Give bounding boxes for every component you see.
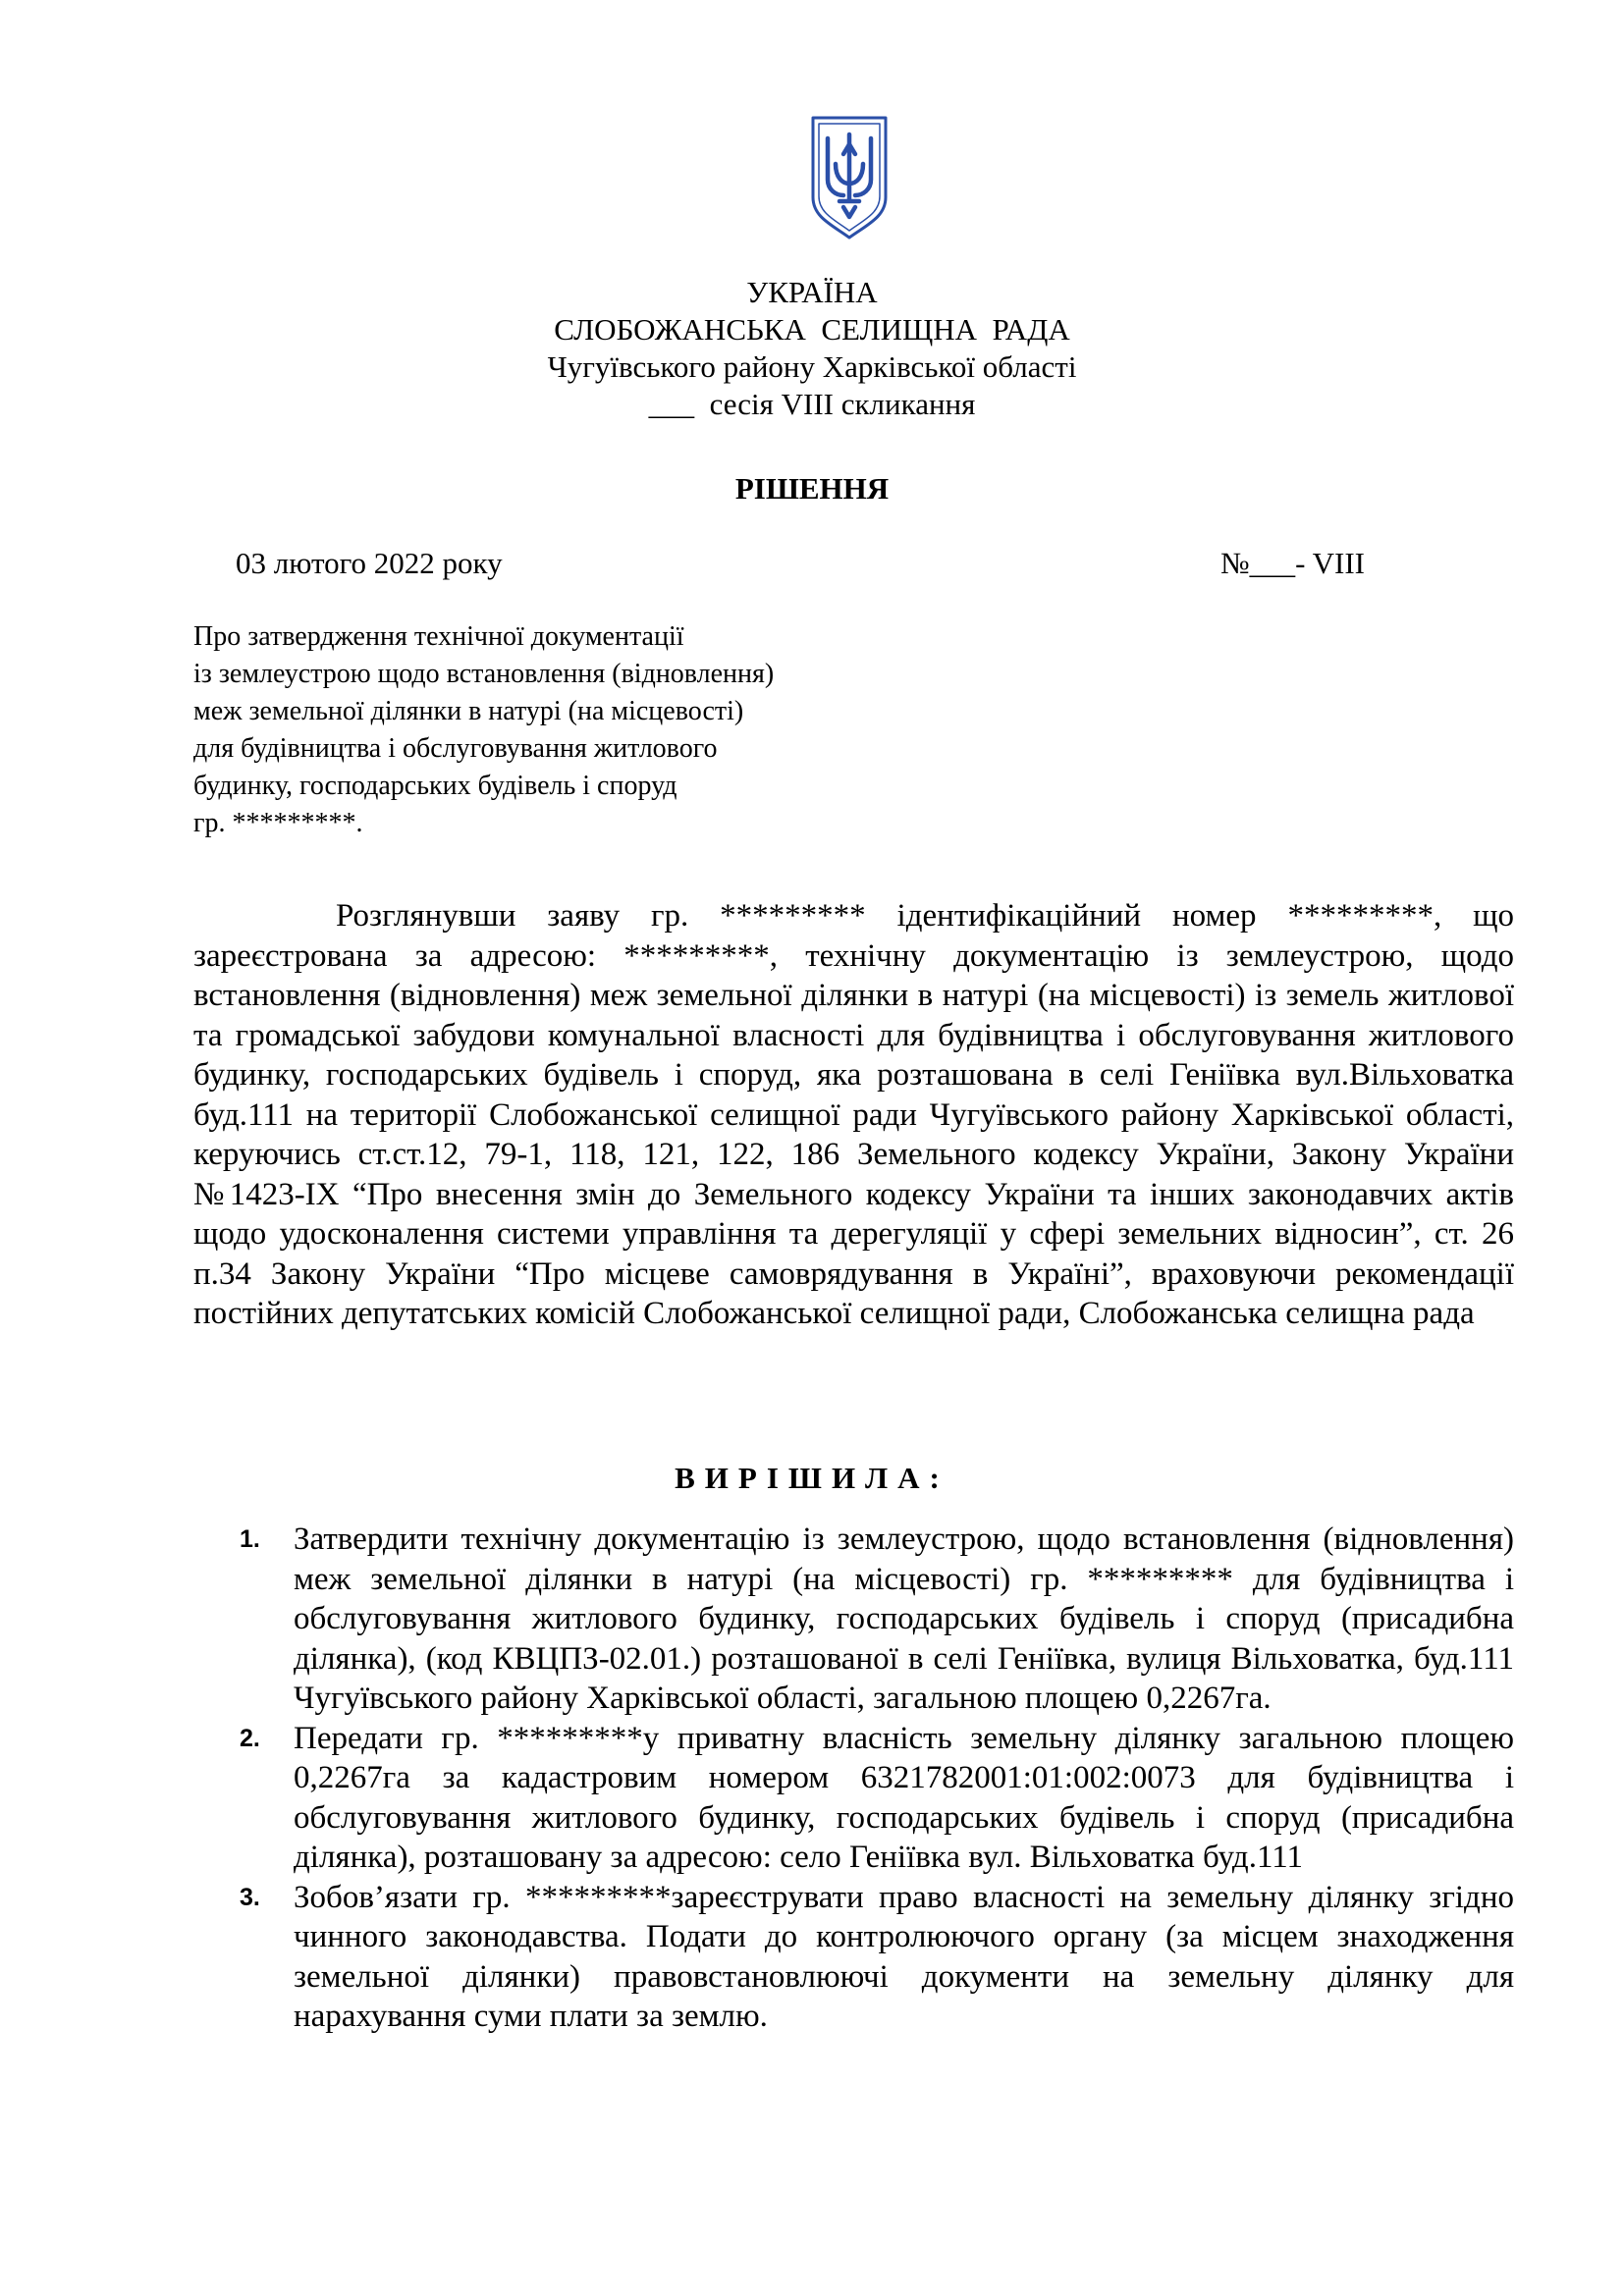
preamble-paragraph: Розглянувши заяву гр. ********* ідентифікаційний номер *********, що зареєстрована за адресою: *********, технічну документацію із землеустрою, щодо встановлення (відновлення) меж земельної ділянки в натурі (на місцевості) із земель житлової та громадської забудови комунальної власності для будівництва і обслуговування житлового будинку, господарських будівель і споруд, яка розташована в селі Геніївка вул.Вільховатка буд.111 на території Слобожанської селищної ради Чугуївського району Харківської області, керуючись ст.ст.12, 79-1, 118, 121, 122, 186 Земельного кодексу України, Закону України №1423-IX “Про внесення змін до Земельного кодексу України та інших законодавчих актів щодо удосконалення системи управління та дерегуляції у сфері земельних відносин”, ст. 26 п.34 Закону України “Про місцеве самоврядування в Україні”, враховуючи рекомендації постійних депутатських комісій Слобожанської селищної ради, Слобожанська селищна рада xyxy=(193,898,1514,1331)
subject-line: меж земельної ділянки в натурі (на місцевості) xyxy=(193,696,744,726)
session-line: ___ сесія VIII скликання xyxy=(648,387,976,421)
decision-items-list xyxy=(240,1520,1514,2037)
decision-item xyxy=(240,1878,1514,2037)
district-name: Чугуївського району Харківської області xyxy=(547,349,1077,384)
trident-coat-of-arms-icon xyxy=(810,115,889,240)
subject-line: гр. *********. xyxy=(193,808,363,838)
decision-item xyxy=(240,1520,1514,1719)
item-number: 1. xyxy=(240,1525,260,1553)
subject-line: із землеустрою щодо встановлення (відновлення) xyxy=(193,659,775,689)
decision-item xyxy=(240,1719,1514,1878)
country-name: УКРАЇНА xyxy=(746,275,878,309)
document-header xyxy=(0,273,1624,424)
item-text: Зобов’язати гр. *********зареєструвати право власності на земельну ділянку згідно чинного законодавства. Подати до контролюючого органу (за місцем знаходження земельної ділянки) правовстановлюючі документи на земельну ділянку для нарахування суми плати за землю. xyxy=(294,1879,1514,2034)
item-text: Передати гр. *********у приватну власність земельну ділянку загальною площею 0,2267га за кадастровим номером 6321782001:01:002:0073 для будівництва і обслуговування житлового будинку, господарських будівель і споруд (присадибна ділянка), розташовану за адресою: село Геніївка вул. Вільховатка буд.111 xyxy=(294,1720,1514,1875)
subject-line: для будівництва і обслуговування житлового xyxy=(193,733,718,764)
subject-line: Про затвердження технічної документації xyxy=(193,621,684,652)
item-number: 3. xyxy=(240,1883,260,1911)
subject-line: будинку, господарських будівель і споруд xyxy=(193,771,677,801)
decision-subject xyxy=(193,618,881,842)
decided-heading: ВИРІШИЛА: xyxy=(675,1461,949,1495)
decision-number: №___- VIII xyxy=(1220,546,1365,580)
item-text: Затвердити технічну документацію із землеустрою, щодо встановлення (відновлення) меж земельної ділянки в натурі (на місцевості) гр. ********* для будівництва і обслуговування житлового будинку, господарських будівель і споруд (присадибна ділянка), (код КВЦПЗ-02.01.) розташованої в селі Геніївка, вулиця Вільховатка, буд.111 Чугуївського району Харківської області, загальною площею 0,2267га. xyxy=(294,1522,1514,1716)
council-name: СЛОБОЖАНСЬКА СЕЛИЩНА РАДА xyxy=(554,312,1070,347)
item-number: 2. xyxy=(240,1724,260,1752)
document-title: РІШЕННЯ xyxy=(734,471,890,506)
decision-date: 03 лютого 2022 року xyxy=(236,546,503,580)
